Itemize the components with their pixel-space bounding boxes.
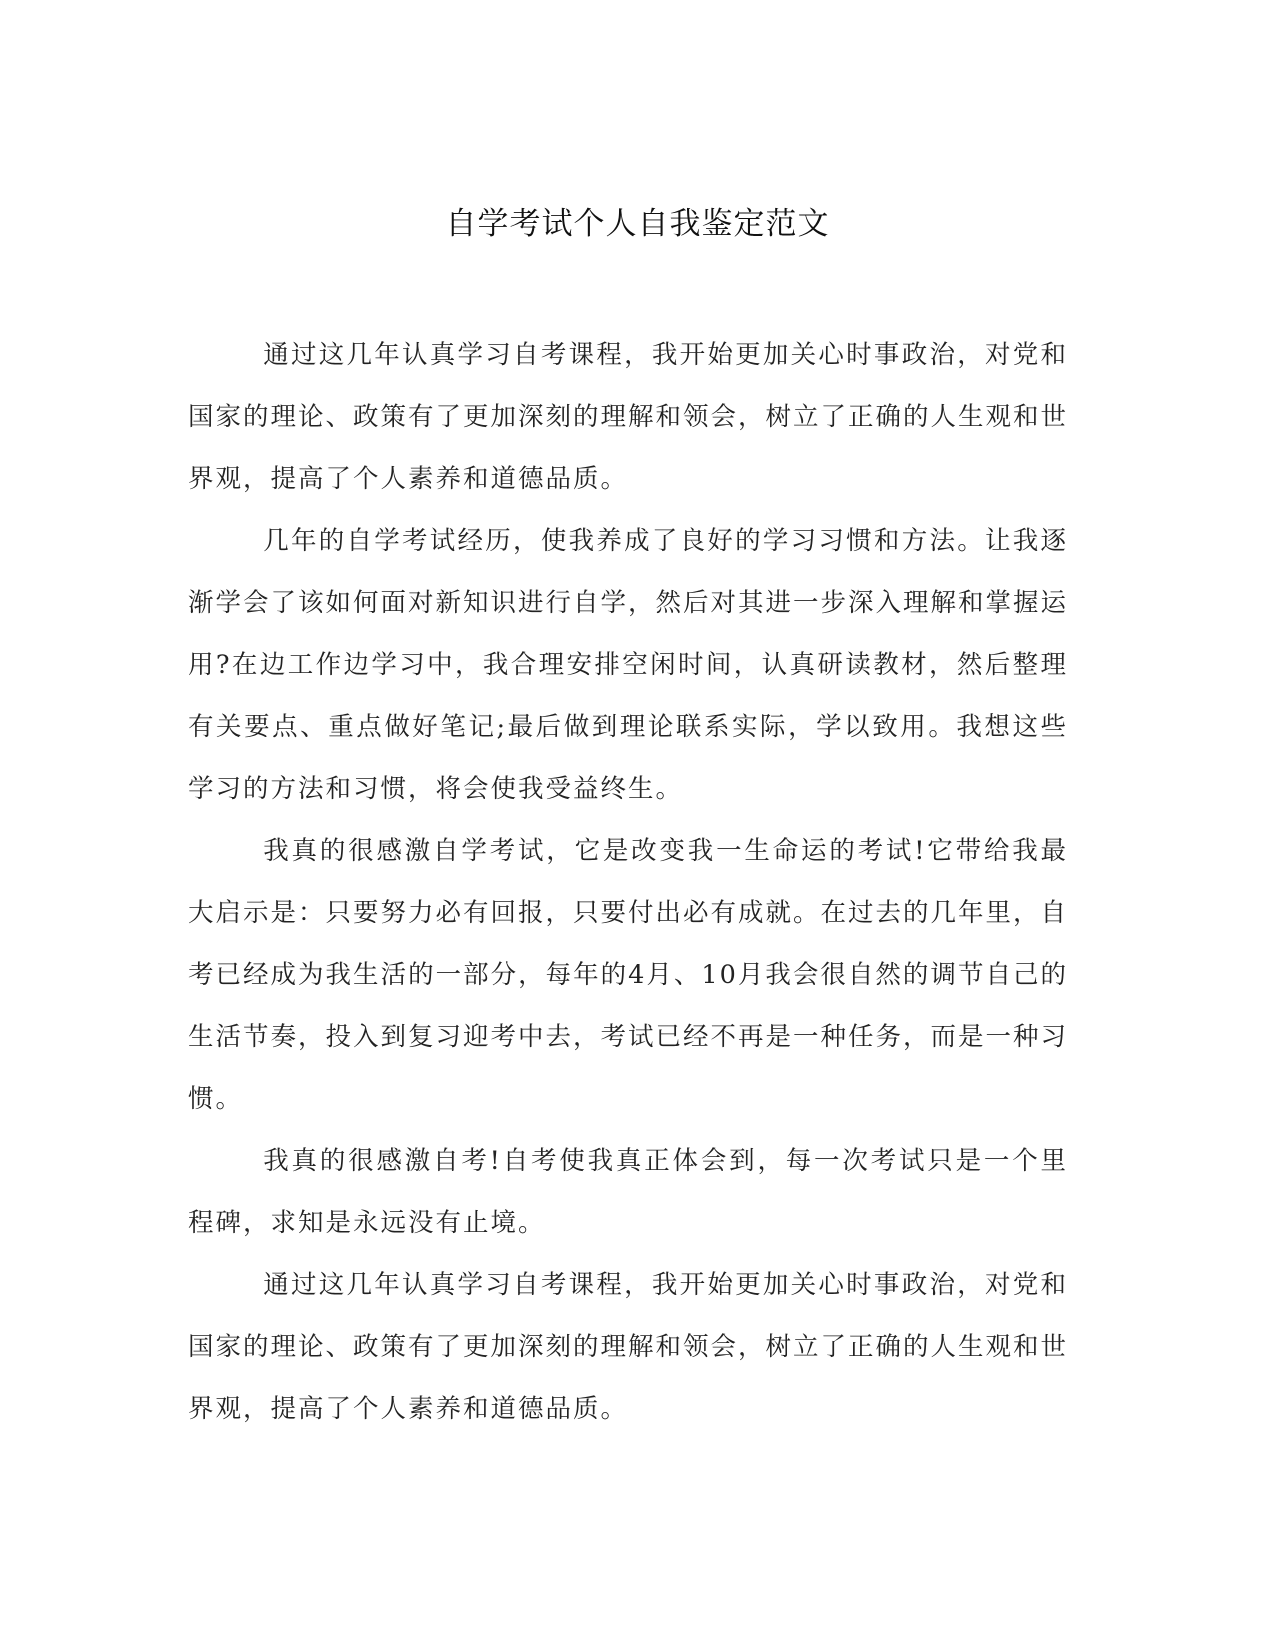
paragraph: 我真的很感激自学考试，它是改变我一生命运的考试!它带给我最大启示是：只要努力必有回报，只要付出必有成就。在过去的几年里，自考已经成为我生活的一部分，每年的4月、10月我会很自然的调节自己的生活节奏，投入到复习迎考中去，考试已经不再是一种任务，而是一种习惯。 [188, 836, 1069, 1114]
paragraph: 通过这几年认真学习自考课程，我开始更加关心时事政治，对党和国家的理论、政策有了更加深刻的理解和领会，树立了正确的人生观和世界观，提高了个人素养和道德品质。 [188, 1270, 1069, 1424]
document-title: 自学考试个人自我鉴定范文 [445, 206, 830, 242]
paragraph: 几年的自学考试经历，使我养成了良好的学习习惯和方法。让我逐渐学会了该如何面对新知识进行自学，然后对其进一步深入理解和掌握运用?在边工作边学习中，我合理安排空闲时间，认真研读教材，然后整理有关要点、重点做好笔记;最后做到理论联系实际，学以致用。我想这些学习的方法和习惯，将会使我受益终生。 [188, 526, 1069, 804]
document-body [188, 324, 1068, 1440]
paragraph: 通过这几年认真学习自考课程，我开始更加关心时事政治，对党和国家的理论、政策有了更加深刻的理解和领会，树立了正确的人生观和世界观，提高了个人素养和道德品质。 [188, 340, 1069, 494]
paragraph: 我真的很感激自考!自考使我真正体会到，每一次考试只是一个里程碑，求知是永远没有止境。 [188, 1146, 1068, 1238]
